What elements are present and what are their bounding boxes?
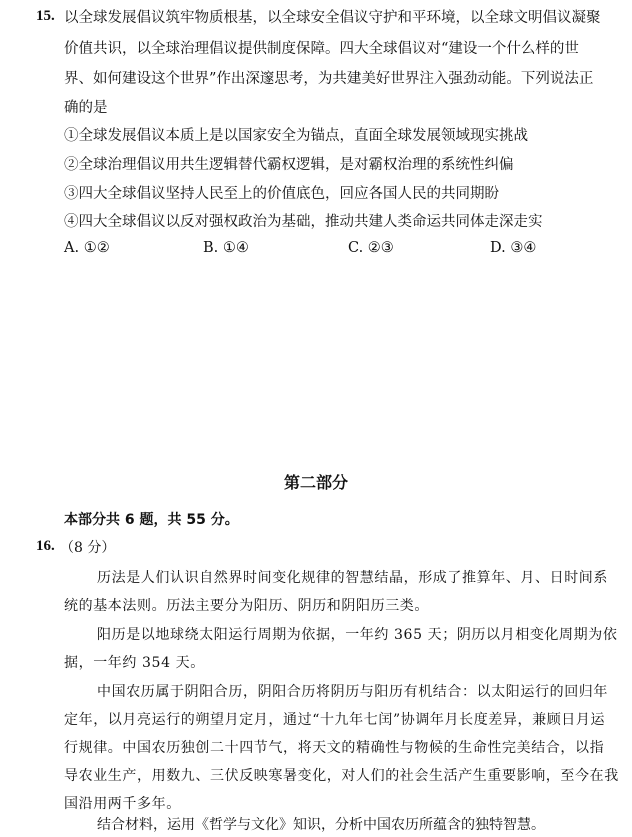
q15-stem-line-1: 以全球发展倡议筑牢物质根基，以全球安全倡议守护和平环境，以全球文明倡议凝聚 bbox=[64, 10, 601, 26]
q16-points: （8 分） bbox=[60, 540, 116, 556]
part-two-intro: 本部分共 6 题，共 55 分。 bbox=[64, 512, 239, 528]
q15-stem-line-4: 确的是 bbox=[64, 100, 108, 116]
q16-material-line-5: 中国农历属于阴阳合历，阴阳合历将阴历与阳历有机结合：以太阳运行的回归年 bbox=[97, 684, 608, 700]
q16-material-line-9: 国沿用两千多年。 bbox=[64, 796, 181, 812]
q15-statement-3: ③四大全球倡议坚持人民至上的价值底色，回应各国人民的共同期盼 bbox=[64, 186, 499, 202]
q16-material-line-4: 据，一年约 354 天。 bbox=[64, 655, 205, 671]
q16-material-line-8: 导农业生产，用数九、三伏反映寒暑变化，对人们的社会生活产生重要影响，至今在我 bbox=[64, 768, 619, 784]
q16-material-line-3: 阳历是以地球绕太阳运行周期为依据，一年约 365 天；阴历以月相变化周期为依 bbox=[97, 627, 618, 643]
q15-option-a[interactable]: A. ①② bbox=[64, 240, 110, 256]
q16-material-line-1: 历法是人们认识自然界时间变化规律的智慧结晶，形成了推算年、月、日时间系 bbox=[97, 570, 608, 586]
question-16-number: 16. bbox=[36, 538, 55, 554]
q16-material-line-6: 定年，以月亮运行的朔望月定月，通过“十九年七闰”协调年月长度差异，兼顾日月运 bbox=[64, 712, 606, 728]
q16-task: 结合材料，运用《哲学与文化》知识，分析中国农历所蕴含的独特智慧。 bbox=[97, 817, 545, 833]
q15-option-d[interactable]: D. ③④ bbox=[490, 240, 537, 256]
q16-material-line-2: 统的基本法则。历法主要分为阳历、阴历和阴阳历三类。 bbox=[64, 598, 429, 614]
q15-option-b[interactable]: B. ①④ bbox=[203, 240, 249, 256]
part-two-title: 第二部分 bbox=[283, 473, 348, 492]
q15-stem-line-3: 界、如何建设这个世界”作出深邃思考，为共建美好世界注入强劲动能。下列说法正 bbox=[64, 71, 594, 87]
q15-statement-4: ④四大全球倡议以反对强权政治为基础，推动共建人类命运共同体走深走实 bbox=[64, 214, 543, 230]
question-15-number: 15. bbox=[36, 8, 55, 24]
q15-statement-2: ②全球治理倡议用共生逻辑替代霸权逻辑，是对霸权治理的系统性纠偏 bbox=[64, 157, 514, 173]
q15-statement-1: ①全球发展倡议本质上是以国家安全为锚点，直面全球发展领域现实挑战 bbox=[64, 128, 528, 144]
q15-option-c[interactable]: C. ②③ bbox=[348, 240, 394, 256]
q15-stem-line-2: 价值共识，以全球治理倡议提供制度保障。四大全球倡议对“建设一个什么样的世 bbox=[64, 41, 579, 57]
q16-material-line-7: 行规律。中国农历独创二十四节气，将天文的精确性与物候的生命性完美结合，以指 bbox=[64, 740, 605, 756]
